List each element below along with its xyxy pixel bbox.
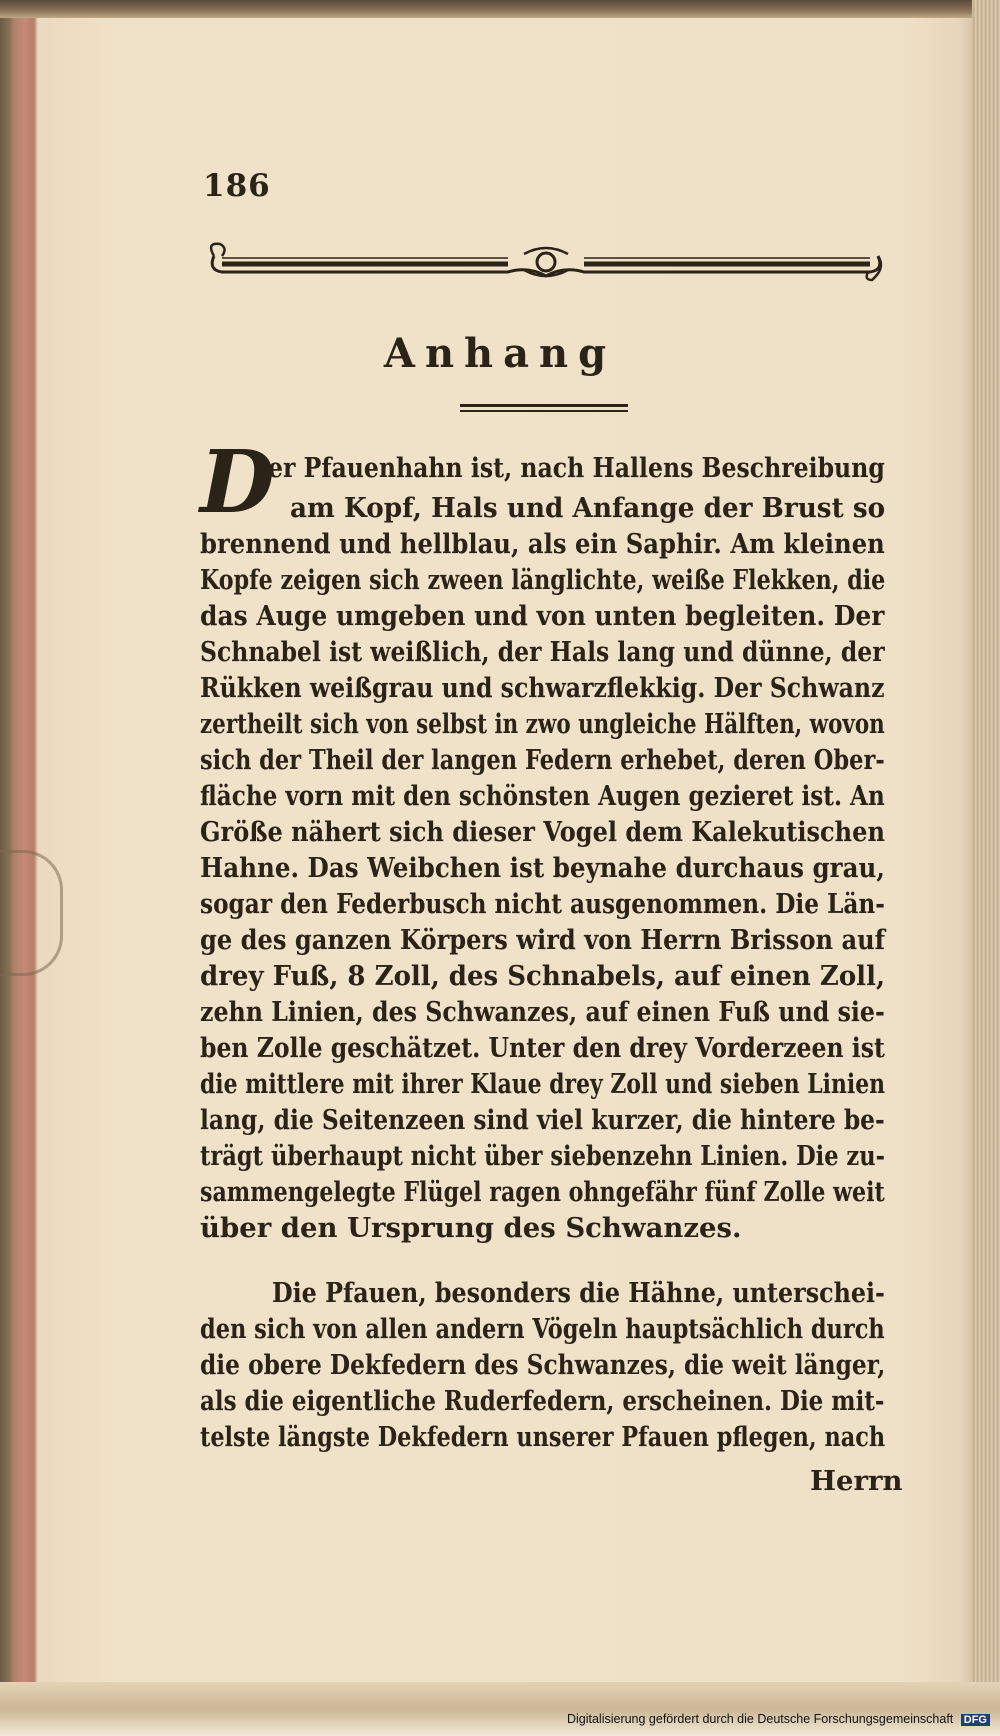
text-line: sammengelegte Flügel ragen ohngefähr fünf Zolle weit [200,1176,885,1208]
text-line: Hahne. Das Weibchen ist beynahe durchaus grau, [200,852,885,884]
text-line: telste längste Dekfedern unserer Pfauen pflegen, nach [200,1421,886,1453]
text-line: zertheilt sich von selbst in zwo ungleiche Hälften, wovon [200,708,885,740]
book-page-edges [972,0,1000,1736]
page-bottom-edge [0,1682,1000,1736]
catchword: Herrn [810,1465,903,1497]
page-number: 186 [203,168,271,204]
text-line: sogar den Federbusch nicht ausgenommen. Die Län- [200,888,885,920]
text-line: lang, die Seitenzeen sind viel kurzer, die hintere be- [200,1104,885,1136]
text-line: fläche vorn mit den schönsten Augen gezieret ist. An [200,780,885,812]
heading-underline [460,404,628,414]
text-line: drey Fuß, 8 Zoll, des Schnabels, auf einen Zoll, [200,960,886,992]
dfg-logo: DFG [961,1714,990,1726]
text-line: zehn Linien, des Schwanzes, auf einen Fuß und sie- [200,996,885,1028]
text-line: als die eigentliche Ruderfedern, erscheinen. Die mit- [200,1385,885,1417]
text-line: das Auge umgeben und von unten begleiten. Der [200,600,885,632]
digitization-credit [567,1712,990,1726]
text-line: ge des ganzen Körpers wird von Herrn Brisson auf [200,924,886,956]
bookmark-ribbon [0,850,63,976]
section-heading: Anhang [383,330,617,377]
page-top-edge [0,0,1000,18]
text-line: die obere Dekfedern des Schwanzes, die weit länger, [200,1349,886,1381]
text-line: den sich von allen andern Vögeln hauptsächlich durch [200,1313,885,1345]
drop-cap: D [200,432,275,533]
text-line: Schnabel ist weißlich, der Hals lang und dünne, der [200,636,885,668]
text-line: Kopfe zeigen sich zween länglichte, weiße Flekken, die [200,564,886,596]
text-line: brennend und hellblau, als ein Saphir. Am kleinen [200,528,885,560]
text-line: über den Ursprung des Schwanzes. [200,1212,742,1244]
text-line: ben Zolle geschätzet. Unter den drey Vorderzeen ist [200,1032,885,1064]
text-line: die mittlere mit ihrer Klaue drey Zoll und sieben Linien [200,1068,886,1100]
text-line: trägt überhaupt nicht über siebenzehn Linien. Die zu- [200,1140,885,1172]
text-line: Die Pfauen, besonders die Hähne, unterschei- [272,1277,885,1309]
credit-text: Digitalisierung gefördert durch die Deutsche Forschungsgemeinschaft [566,1712,954,1726]
text-line: Größe nähert sich dieser Vogel dem Kalekutischen [200,816,885,848]
ornamental-header-rule [208,236,884,290]
text-line: am Kopf, Hals und Anfange der Brust so [290,492,886,524]
text-line: Rükken weißgrau und schwarzflekkig. Der Schwanz [200,672,885,704]
text-line: er Pfauenhahn ist, nach Hallens Beschreibung [268,452,885,484]
text-line: sich der Theil der langen Federn erhebet, deren Ober- [200,744,885,776]
